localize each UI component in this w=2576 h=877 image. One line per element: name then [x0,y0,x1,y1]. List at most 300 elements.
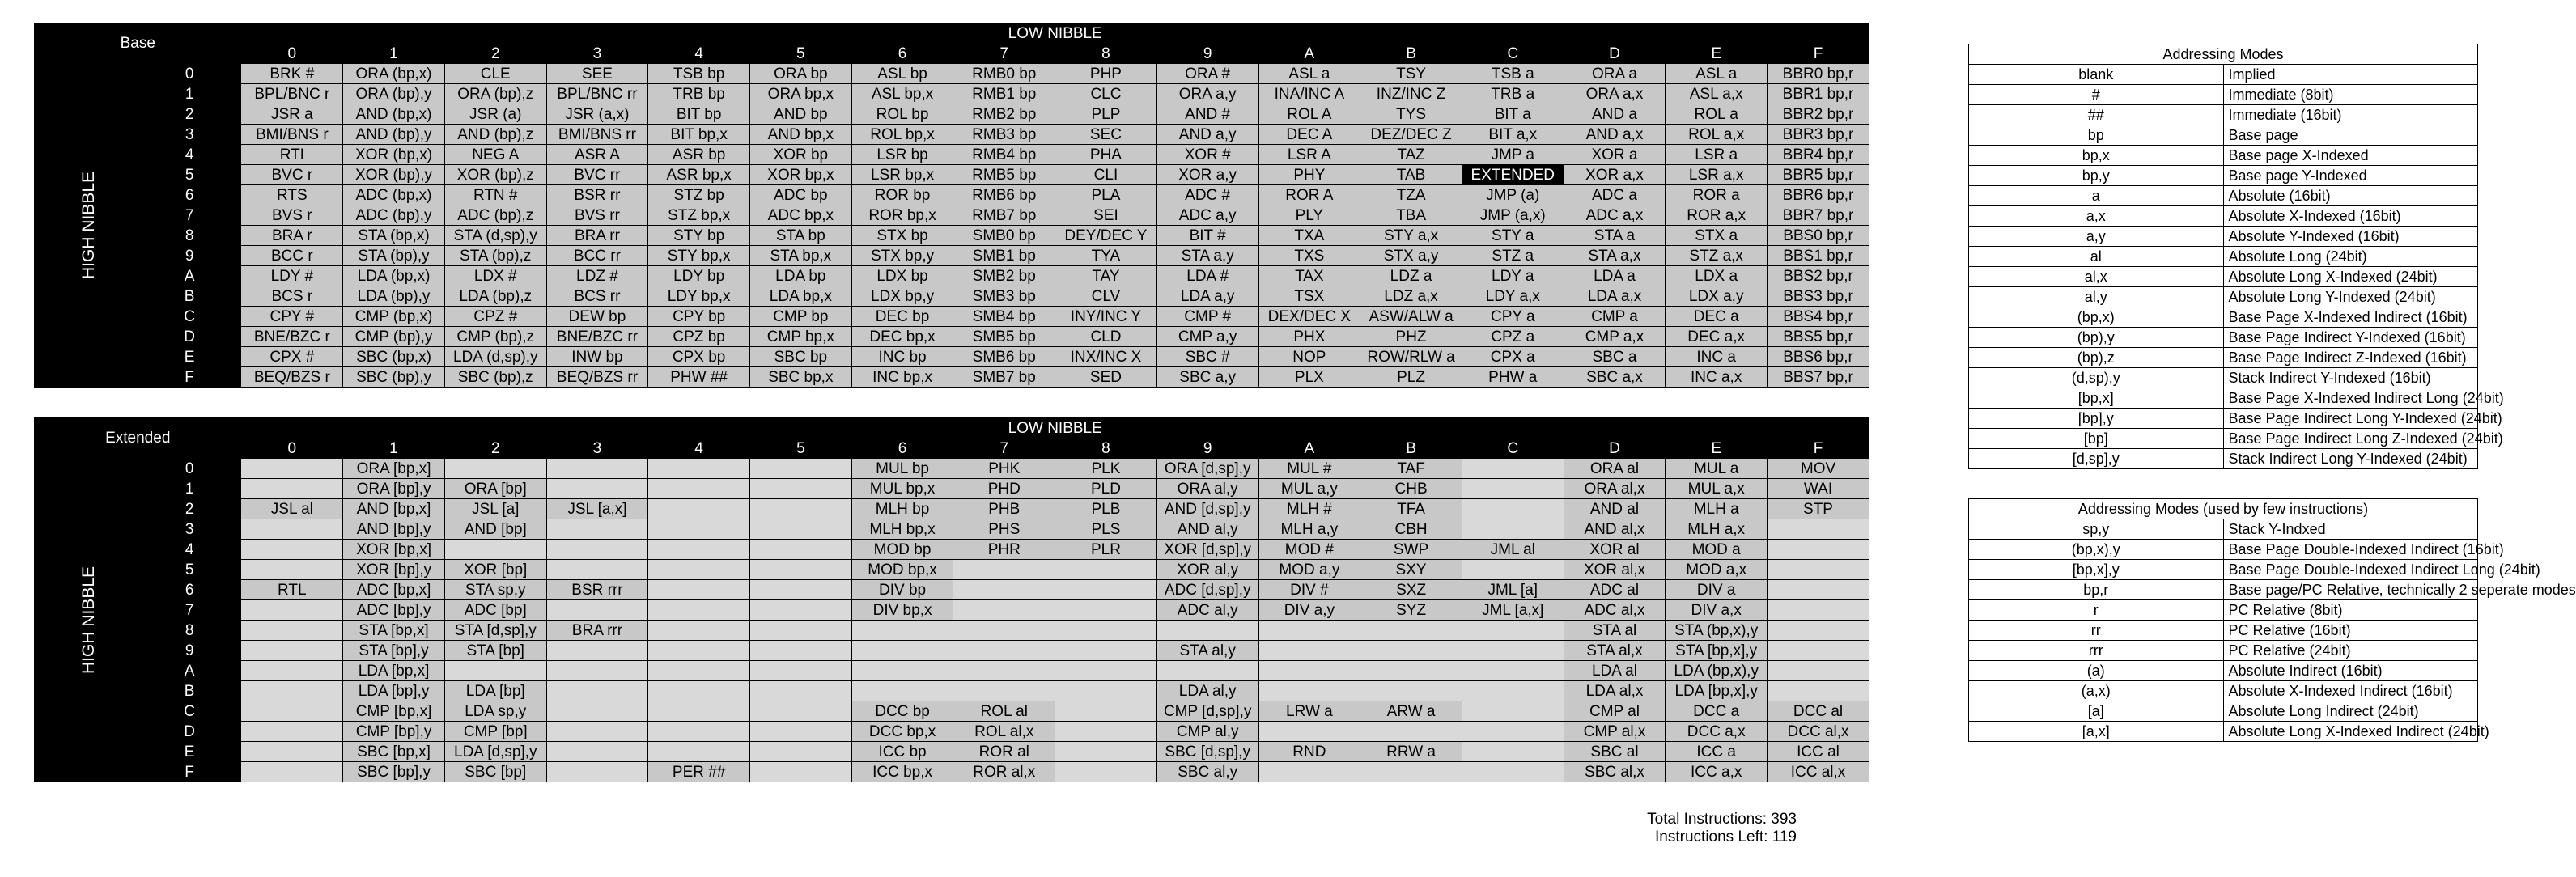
modes-title: Addressing Modes (used by few instructions) [1969,499,2478,519]
opcode-cell: ORA # [1156,64,1258,84]
opcode-cell [546,479,648,499]
opcode-cell [241,600,343,621]
opcode-cell: DIV bp [851,580,953,600]
opcode-cell: MOD # [1258,540,1360,560]
opcode-cell [648,742,750,762]
opcode-cell: ROR al [953,742,1055,762]
opcode-cell: STZ bp [648,185,750,205]
column-header: A [1258,438,1360,459]
opcode-cell: LDA al,x [1564,681,1666,701]
opcode-cell [241,722,343,742]
mode-key: [bp,x] [1969,388,2224,409]
opcode-cell: LSR a,x [1666,165,1768,185]
opcode-cell: STX bp,y [851,246,953,266]
opcode-cell: BEQ/BZS rr [546,367,648,388]
mode-row [1969,681,2478,701]
opcode-cell [851,661,953,681]
total-instructions: Total Instructions: 393 [1647,811,1797,828]
opcode-cell: TAX [1258,266,1360,286]
mode-description: Base Page X-Indexed Indirect Long (24bit) [2223,388,2478,409]
mode-description: PC Relative (24bit) [2223,641,2478,661]
column-header: F [1768,44,1869,64]
mode-row [1969,328,2478,348]
opcode-cell: XOR (bp),y [343,165,445,185]
opcode-cell: CMP a,y [1156,327,1258,347]
row-header: E [138,742,241,762]
opcode-cell: BIT bp,x [648,125,750,145]
opcode-cell [750,459,852,479]
opcode-cell: JSR (a,x) [546,104,648,125]
opcode-cell: TAY [1055,266,1157,286]
opcode-cell: INC bp,x [851,367,953,388]
row-header: 9 [138,246,241,266]
opcode-cell: MLH a [1666,499,1768,519]
opcode-cell: JMP (a,x) [1462,205,1564,226]
mode-description: Base page X-Indexed [2223,146,2478,166]
opcode-cell: ADC [bp,x] [343,580,445,600]
instructions-left: Instructions Left: 119 [1655,828,1797,845]
opcode-cell: ROL a [1666,104,1768,125]
opcode-cell [750,742,852,762]
opcode-cell: SBC al,x [1564,762,1666,782]
opcode-cell: AND [bp] [444,519,546,540]
opcode-cell [1768,641,1869,661]
opcode-cell: JSR (a) [444,104,546,125]
opcode-cell: DIV a [1666,580,1768,600]
mode-row [1969,146,2478,166]
mode-description: Base Page Double-Indexed Indirect Long (24bit) [2223,560,2478,580]
opcode-cell: CMP al [1564,701,1666,722]
opcode-cell: PLS [1055,519,1157,540]
mode-description: Immediate (16bit) [2223,105,2478,125]
opcode-cell [953,681,1055,701]
opcode-cell [1055,600,1157,621]
opcode-cell: BRA rrr [546,621,648,641]
column-header-row [35,438,1869,459]
table-row [35,459,1869,479]
opcode-cell: PHR [953,540,1055,560]
opcode-cell [241,681,343,701]
mode-row [1969,287,2478,307]
table-row [35,681,1869,701]
opcode-cell: JML [a,x] [1462,600,1564,621]
row-header: D [138,327,241,347]
opcode-cell: ADC [bp] [444,600,546,621]
opcode-cell: MLH a,y [1258,519,1360,540]
column-header: 0 [241,438,343,459]
opcode-cell: MOD a [1666,540,1768,560]
opcode-cell: BPL/BNC r [241,84,343,104]
opcode-cell: JML [a] [1462,580,1564,600]
row-header: 3 [138,125,241,145]
opcode-cell [241,519,343,540]
opcode-cell [546,661,648,681]
opcode-cell: PLR [1055,540,1157,560]
opcode-cell: DIV bp,x [851,600,953,621]
opcode-cell: XOR [bp] [444,560,546,580]
opcode-cell [546,701,648,722]
opcode-cell: RMB4 bp [953,145,1055,165]
opcode-cell: LDA [bp,x],y [1666,681,1768,701]
opcode-cell: TYS [1360,104,1462,125]
opcode-cell: STY bp,x [648,246,750,266]
opcode-cell: SBC a [1564,347,1666,367]
opcode-cell: DEC a,x [1666,327,1768,347]
mode-row [1969,580,2478,600]
opcode-cell: ADC (bp),z [444,205,546,226]
opcode-cell [241,762,343,782]
opcode-cell: ICC a,x [1666,762,1768,782]
opcode-cell: BRK # [241,64,343,84]
table-row [35,84,1869,104]
opcode-cell: BCC rr [546,246,648,266]
opcode-cell: LDA al,y [1156,681,1258,701]
opcode-cell: SMB6 bp [953,347,1055,367]
opcode-cell: CMP # [1156,307,1258,327]
opcode-cell: SMB3 bp [953,286,1055,307]
opcode-cell: MOD a,x [1666,560,1768,580]
opcode-cell [1360,681,1462,701]
opcode-cell: DCC a [1666,701,1768,722]
opcode-cell: LDA [bp] [444,681,546,701]
opcode-cell: LDA (d,sp),y [444,347,546,367]
opcode-cell: AND al,x [1564,519,1666,540]
opcode-cell: STA [bp,x] [343,621,445,641]
opcode-cell: BPL/BNC rr [546,84,648,104]
opcode-cell [750,661,852,681]
opcode-cell: STA (bp,x),y [1666,621,1768,641]
opcode-cell: LDX a,y [1666,286,1768,307]
row-header: F [138,762,241,782]
opcode-cell: BBR0 bp,r [1768,64,1869,84]
row-header: 4 [138,540,241,560]
title-row [35,23,1869,44]
opcode-cell [750,722,852,742]
opcode-cell: RND [1258,742,1360,762]
mode-description: Base Page Double-Indexed Indirect (16bit) [2223,540,2478,560]
opcode-cell: MUL a [1666,459,1768,479]
opcode-cell [1258,762,1360,782]
opcode-cell [953,560,1055,580]
table-row [35,266,1869,286]
mode-key: blank [1969,65,2224,85]
opcode-cell: XOR [bp,x] [343,540,445,560]
opcode-cell: MUL bp,x [851,479,953,499]
opcode-cell: LSR a [1666,145,1768,165]
opcode-cell: TAF [1360,459,1462,479]
opcode-cell: STZ a [1462,246,1564,266]
opcode-cell: AND al,y [1156,519,1258,540]
table-row [35,64,1869,84]
opcode-cell: SBC # [1156,347,1258,367]
opcode-cell [546,762,648,782]
low-nibble-label: LOW NIBBLE [241,23,1869,44]
table-row [35,661,1869,681]
opcode-cell [750,560,852,580]
opcode-cell: PHS [953,519,1055,540]
row-header: C [138,701,241,722]
mode-row [1969,307,2478,328]
opcode-cell: DCC al,x [1768,722,1869,742]
opcode-cell: ORA a,x [1564,84,1666,104]
opcode-cell: ORA (bp,x) [343,64,445,84]
opcode-cell: PHW a [1462,367,1564,388]
opcode-cell: DCC al [1768,701,1869,722]
opcode-cell: CMP [bp],y [343,722,445,742]
opcode-cell: CMP [d,sp],y [1156,701,1258,722]
mode-row [1969,186,2478,206]
opcode-cell: MOD bp [851,540,953,560]
opcode-cell: ADC al [1564,580,1666,600]
opcode-cell: CLI [1055,165,1157,185]
opcode-cell: ASW/ALW a [1360,307,1462,327]
column-header: D [1564,44,1666,64]
opcode-cell: STA [d,sp],y [444,621,546,641]
opcode-cell [1055,641,1157,661]
opcode-cell: DEC a [1666,307,1768,327]
mode-description: Stack Indirect Y-Indexed (16bit) [2223,368,2478,388]
opcode-cell: STA a,y [1156,246,1258,266]
opcode-cell: DCC bp [851,701,953,722]
totals [1647,811,1797,846]
opcode-cell: MLH a,x [1666,519,1768,540]
opcode-cell [1055,621,1157,641]
opcode-cell: ROR A [1258,185,1360,205]
opcode-cell: CPY a [1462,307,1564,327]
mode-key: r [1969,600,2224,621]
opcode-cell [851,681,953,701]
opcode-cell: LDA a,y [1156,286,1258,307]
opcode-cell: PLK [1055,459,1157,479]
opcode-cell: STA bp [749,226,851,246]
mode-row [1969,600,2478,621]
opcode-cell: LDZ # [546,266,648,286]
mode-key: (a) [1969,661,2224,681]
table-row [35,327,1869,347]
opcode-cell: SBC [d,sp],y [1156,742,1258,762]
opcode-cell [1768,661,1869,681]
opcode-cell [750,479,852,499]
opcode-cell: ASL a,x [1666,84,1768,104]
mode-description: Stack Indirect Long Y-Indexed (24bit) [2223,449,2478,469]
mode-description: Absolute Long X-Indexed Indirect (24bit) [2223,722,2478,742]
opcode-cell: CLD [1055,327,1157,347]
table-row [35,580,1869,600]
opcode-cell [1258,722,1360,742]
opcode-cell: CLC [1055,84,1157,104]
table-row [35,226,1869,246]
opcode-cell: RMB0 bp [953,64,1055,84]
opcode-cell: BVS r [241,205,343,226]
opcode-cell [648,621,750,641]
modes-title-row [1969,499,2478,519]
row-header: A [138,661,241,681]
opcode-cell: LDY # [241,266,343,286]
opcode-cell: CMP [bp,x] [343,701,445,722]
opcode-cell: STA a [1564,226,1666,246]
opcode-cell [1462,519,1564,540]
opcode-cell: STA a,x [1564,246,1666,266]
opcode-cell: DEX/DEC X [1258,307,1360,327]
opcode-cell: SBC [bp,x] [343,742,445,762]
row-header: C [138,307,241,327]
opcode-cell: ROL al,x [953,722,1055,742]
opcode-cell: BCC r [241,246,343,266]
column-header: 1 [343,438,445,459]
extended-opcode-table [34,417,1869,782]
mode-key: bp,y [1969,166,2224,186]
table-row [35,742,1869,762]
opcode-cell [241,641,343,661]
opcode-cell: WAI [1768,479,1869,499]
mode-description: Implied [2223,65,2478,85]
opcode-cell: NOP [1258,347,1360,367]
opcode-cell: SEI [1055,205,1157,226]
opcode-cell: CBH [1360,519,1462,540]
opcode-cell: RTN # [444,185,546,205]
opcode-cell: AND (bp),z [444,125,546,145]
row-header: 1 [138,84,241,104]
opcode-cell [546,560,648,580]
column-header: 4 [648,44,750,64]
opcode-cell: LSR A [1258,145,1360,165]
opcode-cell [1768,621,1869,641]
column-header: 3 [546,44,648,64]
mode-description: Absolute Indirect (16bit) [2223,661,2478,681]
opcode-cell [851,621,953,641]
table-row [35,722,1869,742]
opcode-cell [1360,762,1462,782]
opcode-cell: SBC bp,x [749,367,851,388]
opcode-cell: XOR al,x [1564,560,1666,580]
column-header: F [1768,438,1869,459]
opcode-cell: SMB7 bp [953,367,1055,388]
column-header: 3 [546,438,648,459]
opcode-cell [1055,560,1157,580]
base-opcode-table [34,23,1869,388]
opcode-cell [953,621,1055,641]
opcode-cell [241,701,343,722]
opcode-cell: ORA [bp,x] [343,459,445,479]
opcode-cell [241,459,343,479]
opcode-cell: INC a,x [1666,367,1768,388]
opcode-cell: BBS7 bp,r [1768,367,1869,388]
opcode-cell: PLD [1055,479,1157,499]
opcode-cell: DEC bp,x [851,327,953,347]
mode-key: (a,x) [1969,681,2224,701]
opcode-cell: LDX bp,y [851,286,953,307]
opcode-cell: JML al [1462,540,1564,560]
opcode-cell: ROL bp,x [851,125,953,145]
opcode-cell: JSR a [241,104,343,125]
row-header: 8 [138,226,241,246]
opcode-cell [1055,661,1157,681]
high-nibble-label [35,459,138,782]
opcode-cell: LDA bp,x [749,286,851,307]
opcode-cell [750,499,852,519]
opcode-cell: XOR # [1156,145,1258,165]
mode-key: a,x [1969,206,2224,227]
opcode-cell: BBS2 bp,r [1768,266,1869,286]
mode-row [1969,247,2478,267]
opcode-cell: JMP a [1462,145,1564,165]
opcode-cell: AND # [1156,104,1258,125]
opcode-cell: LDX bp [851,266,953,286]
opcode-cell: ADC al,x [1564,600,1666,621]
opcode-cell: TAZ [1360,145,1462,165]
opcode-cell: RTL [241,580,343,600]
column-header: B [1360,438,1462,459]
opcode-cell [648,641,750,661]
opcode-cell: LDY bp,x [648,286,750,307]
opcode-cell: TXS [1258,246,1360,266]
opcode-cell: ROR al,x [953,762,1055,782]
opcode-cell [648,722,750,742]
opcode-cell: PHZ [1360,327,1462,347]
opcode-cell: BMI/BNS rr [546,125,648,145]
column-header: E [1666,44,1768,64]
opcode-cell: CMP a [1564,307,1666,327]
opcode-cell: INY/INC Y [1055,307,1157,327]
opcode-cell: INZ/INC Z [1360,84,1462,104]
opcode-cell: CLV [1055,286,1157,307]
opcode-cell: PLP [1055,104,1157,125]
mode-key: (d,sp),y [1969,368,2224,388]
column-header: 6 [851,438,953,459]
mode-description: Absolute Long X-Indexed (24bit) [2223,267,2478,287]
opcode-cell [1055,762,1157,782]
opcode-cell [1462,722,1564,742]
opcode-cell [1462,661,1564,681]
opcode-cell [648,600,750,621]
mode-row [1969,206,2478,227]
table-row [35,347,1869,367]
table-row [35,762,1869,782]
opcode-cell: LDX a [1666,266,1768,286]
table-row [35,641,1869,661]
opcode-cell: LDZ a,x [1360,286,1462,307]
opcode-cell [1156,621,1258,641]
column-header: 5 [750,438,852,459]
opcode-cell: STA [bp] [444,641,546,661]
opcode-cell: SBC a,y [1156,367,1258,388]
opcode-cell: BBS4 bp,r [1768,307,1869,327]
opcode-cell: STA al [1564,621,1666,641]
opcode-cell [1462,459,1564,479]
opcode-cell: BEQ/BZS r [241,367,343,388]
mode-key: [bp] [1969,429,2224,449]
opcode-cell: XOR bp,x [749,165,851,185]
opcode-cell [1768,519,1869,540]
opcode-cell: INW bp [546,347,648,367]
opcode-cell: SXY [1360,560,1462,580]
opcode-cell: BVC r [241,165,343,185]
opcode-cell: ADC a,x [1564,205,1666,226]
opcode-cell: CHB [1360,479,1462,499]
opcode-cell [1258,621,1360,641]
column-header: 9 [1156,438,1258,459]
mode-key: rrr [1969,641,2224,661]
opcode-cell [1768,580,1869,600]
opcode-cell: TSB a [1462,64,1564,84]
table-row [35,125,1869,145]
opcode-cell: CPX bp [648,347,750,367]
opcode-cell: SBC [bp] [444,762,546,782]
mode-description: Base Page X-Indexed Indirect (16bit) [2223,307,2478,328]
table-row [35,205,1869,226]
column-header: 2 [444,438,546,459]
mode-row [1969,105,2478,125]
